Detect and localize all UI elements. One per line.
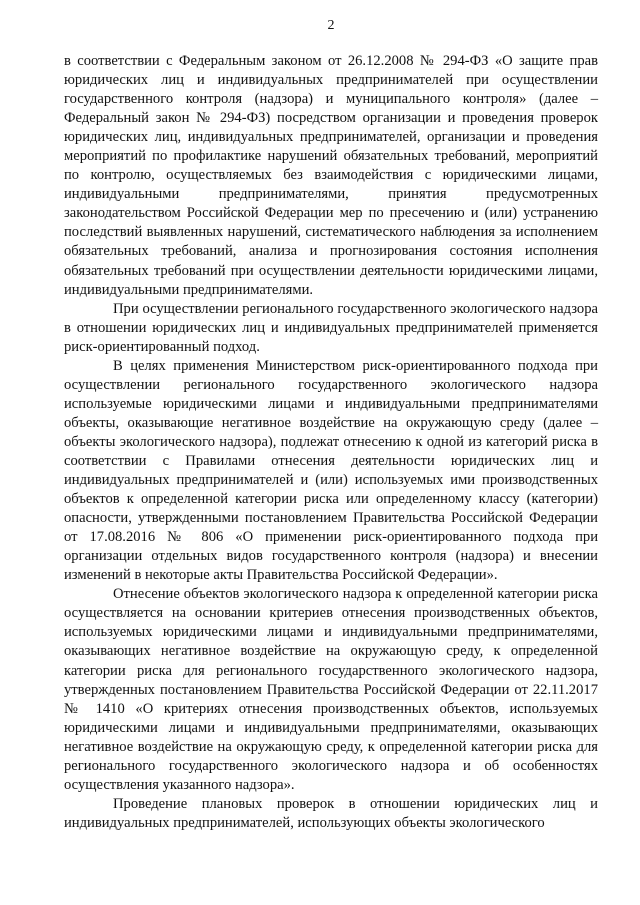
paragraph-risk-approach: При осуществлении регионального государственного экологического надзора в отношении юридических лиц и индивидуальных предпринимателей применяется риск-ориентированный подход. (64, 300, 598, 355)
paragraph-continuation: в соответствии с Федеральным законом от 26.12.2008 № 294-ФЗ «О защите прав юридических лиц и индивидуальных предпринимателей при осуществлении государственного контроля (надзора) и муниципального контроля» (далее – Федеральный закон № 294-ФЗ) посредством организации и проведения проверок юридических лиц, индивидуальных предпринимателей, организации и проведения мероприятий по профилактике нарушений обязательных требований, мероприятий по контролю, осуществляемых без взаимодействия с юридическими лицами, индивидуальными предпринимателями, принятия предусмотренных законодательством Российской Федерации мер по пресечению и (или) устранению последствий выявленных нарушений, систематического наблюдения за исполнением обязательных требований, анализа и прогнозирования состояния исполнения обязательных требований при осуществлении деятельности юридическими лицами, индивидуальными предпринимателями. (64, 53, 598, 298)
page-number: 2 (327, 18, 335, 33)
paragraph-risk-categories: В целях применения Министерством риск-ориентированного подхода при осуществлении регионального государственного экологического надзора используемые юридическими лицами и индивидуальными предпринимателями объекты, оказывающие негативное воздействие на окружающую среду (далее – объекты экологического надзора), подлежат отнесению к одной из категорий риска в соответствии с Правилами отнесения деятельности юридических лиц и индивидуальных предпринимателей и (или) используемых ими производственных объектов к определенной категории риска или определенному классу (категории) опасности, утвержденными постановлением Правительства Российской Федерации от 17.08.2016 № 806 «О применении риск-ориентированного подхода при организации отдельных видов государственного контроля (надзора) и внесении изменений в некоторые акты Правительства Российской Федерации». (64, 357, 598, 584)
document-body (64, 52, 598, 833)
paragraph-risk-criteria: Отнесение объектов экологического надзора к определенной категории риска осуществляется на основании критериев отнесения производственных объектов, используемых юридическими лицами и индивидуальными предпринимателями, оказывающих негативное воздействие на окружающую среду, к определенной категории риска для регионального государственного экологического надзора, утвержденных постановлением Правительства Российской Федерации от 22.11.2017 № 1410 «О критериях отнесения производственных объектов, используемых юридическими лицами и индивидуальными предпринимателями, оказывающих негативное воздействие на окружающую среду, к определенной категории риска для регионального государственного экологического надзора и об особенностях осуществления указанного надзора». (64, 586, 598, 793)
paragraph-planned-inspections: Проведение плановых проверок в отношении юридических лиц и индивидуальных предпринимателей, использующих объекты экологического (64, 795, 598, 831)
